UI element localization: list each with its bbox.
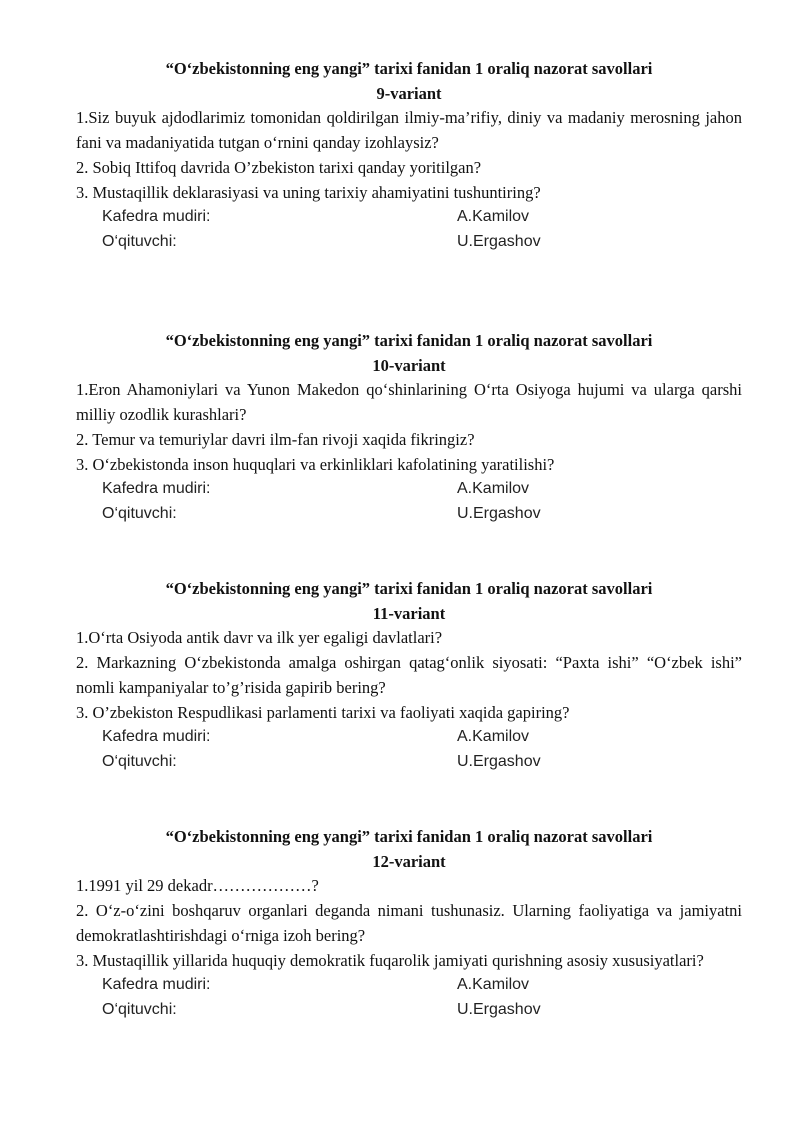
head-label: Kafedra mudiri:: [102, 480, 211, 498]
teacher-name: U.Ergashov: [457, 504, 541, 522]
head-label: Kafedra mudiri:: [102, 208, 211, 226]
variant-11-block: [76, 577, 742, 775]
teacher-name: U.Ergashov: [457, 1000, 541, 1018]
variant-label: 12-variant: [372, 851, 446, 871]
question-2: 2. Temur va temuriylar davri ilm-fan rivoji xaqida fikringiz?: [76, 429, 475, 449]
head-name: A.Kamilov: [457, 208, 530, 226]
head-signature-line: [76, 973, 742, 998]
head-name: A.Kamilov: [457, 976, 530, 994]
teacher-name: U.Ergashov: [457, 232, 541, 250]
question-1: 1.O‘rta Osiyoda antik davr va ilk yer egaligi davlatlari?: [76, 628, 443, 648]
teacher-label: O‘qituvchi:: [102, 1000, 177, 1018]
head-signature-line: [76, 477, 742, 502]
question-2: 2. Sobiq Ittifoq davrida O’zbekiston tarixi qanday yoritilgan?: [76, 157, 482, 177]
question-2: 2. Markazning O‘zbekistonda amalga oshirgan qatag‘onlik siyosati: “Paxta ishi” “O‘zbek ishi” nomli kampaniyalar to’g’risida gapirib bering?: [76, 653, 742, 697]
question-1: 1.1991 yil 29 dekadr………………?: [76, 876, 319, 896]
question-2: 2. O‘z-o‘zini boshqaruv organlari deganda nimani tushunasiz. Ularning faoliyatiga va jamiyatni demokratlashtirishdagi o‘rniga izoh bering?: [76, 901, 742, 945]
head-signature-line: [76, 725, 742, 750]
variant-9-block: [76, 57, 742, 255]
teacher-signature-line: [76, 230, 742, 255]
teacher-signature-line: [76, 750, 742, 775]
head-label: Kafedra mudiri:: [102, 976, 211, 994]
teacher-signature-line: [76, 502, 742, 527]
variant-title: “O‘zbekistonning eng yangi” tarixi fanidan 1 oraliq nazorat savollari: [165, 827, 653, 846]
question-3: 3. Mustaqillik deklarasiyasi va uning tarixiy ahamiyatini tushuntiring?: [76, 182, 541, 202]
variant-title: “O‘zbekistonning eng yangi” tarixi fanidan 1 oraliq nazorat savollari: [165, 331, 653, 350]
head-signature-line: [76, 205, 742, 230]
variant-title: “O‘zbekistonning eng yangi” tarixi fanidan 1 oraliq nazorat savollari: [165, 59, 653, 78]
teacher-label: O‘qituvchi:: [102, 504, 177, 522]
variant-title: “O‘zbekistonning eng yangi” tarixi fanidan 1 oraliq nazorat savollari: [165, 579, 653, 598]
teacher-signature-line: [76, 998, 742, 1023]
question-1: 1.Eron Ahamoniylari va Yunon Makedon qo‘shinlarining O‘rta Osiyoga hujumi va ularga qarshi milliy ozodlik kurashlari?: [76, 380, 742, 425]
question-1: 1.Siz buyuk ajdodlarimiz tomonidan qoldirilgan ilmiy-ma’rifiy, diniy va madaniy merosning jahon fani va madaniyatida tutgan o‘rnini qanday izohlaysiz?: [76, 108, 742, 153]
head-label: Kafedra mudiri:: [102, 728, 211, 746]
variant-10-block: [76, 329, 742, 527]
variant-12-block: [76, 825, 742, 1023]
teacher-label: O‘qituvchi:: [102, 232, 177, 250]
variant-label: 10-variant: [372, 355, 446, 375]
head-name: A.Kamilov: [457, 728, 530, 746]
head-name: A.Kamilov: [457, 480, 530, 498]
variant-label: 11-variant: [372, 603, 446, 623]
question-3: 3. Mustaqillik yillarida huquqiy demokratik fuqarolik jamiyati qurishning asosiy xususiyatlari?: [76, 950, 704, 970]
teacher-label: O‘qituvchi:: [102, 752, 177, 770]
teacher-name: U.Ergashov: [457, 752, 541, 770]
variant-label: 9-variant: [376, 83, 442, 103]
question-3: 3. O‘zbekistonda inson huquqlari va erkinliklari kafolatining yaratilishi?: [76, 454, 555, 474]
question-3: 3. O’zbekiston Respudlikasi parlamenti tarixi va faoliyati xaqida gapiring?: [76, 702, 570, 722]
